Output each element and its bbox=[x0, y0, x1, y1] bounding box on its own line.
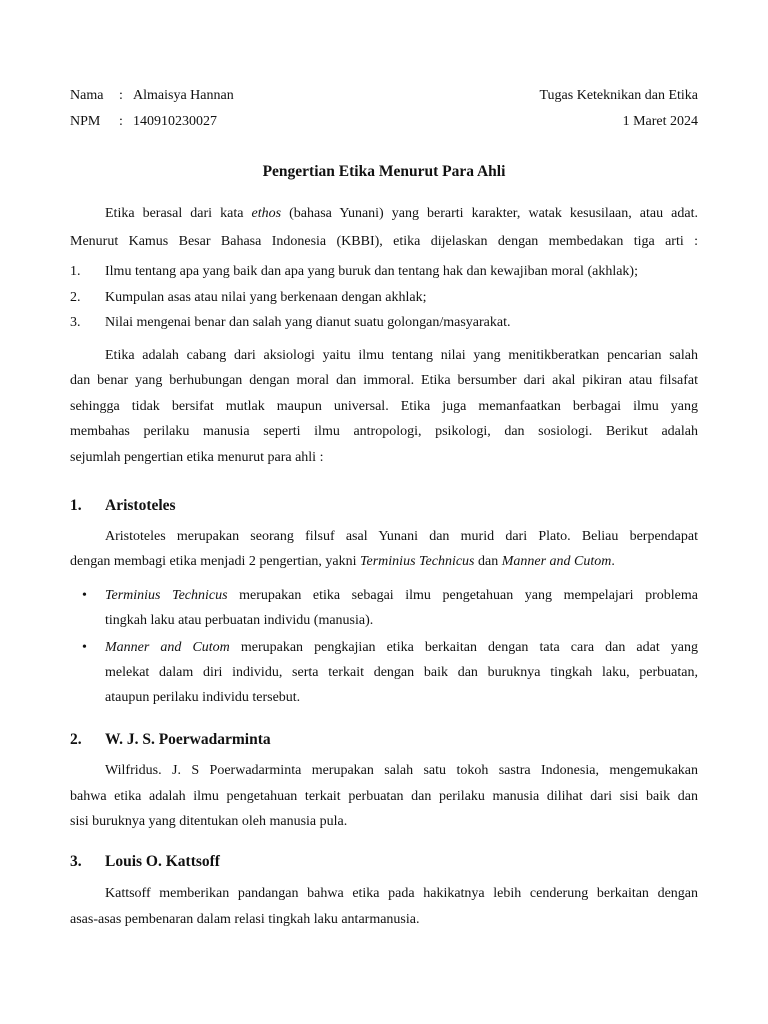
paragraph-line: membahas perilaku manusia seperti ilmu antropologi, psikologi, dan sosiologi. Berikut adalah bbox=[70, 424, 698, 439]
list-item-number: 2. bbox=[70, 290, 81, 305]
bullet-icon: • bbox=[82, 640, 87, 655]
section-heading-kattsoff: Louis O. Kattsoff bbox=[105, 853, 220, 870]
nama-value: Almaisya Hannan bbox=[133, 88, 234, 103]
paragraph-line: sisi buruknya yang ditentukan oleh manusia pula. bbox=[70, 814, 348, 829]
page-title: Pengertian Etika Menurut Para Ahli bbox=[262, 163, 506, 180]
course-name: Tugas Keteknikan dan Etika bbox=[539, 88, 698, 103]
list-item-number: 1. bbox=[70, 264, 81, 279]
paragraph-line: Aristoteles merupakan seorang filsuf asal Yunani dan murid dari Plato. Beliau berpendapat bbox=[105, 529, 698, 544]
bullet-icon: • bbox=[82, 588, 87, 603]
intro-line-1: Etika berasal dari kata ethos (bahasa Yunani) yang berarti karakter, watak kesusilaan, atau adat. bbox=[105, 206, 698, 221]
paragraph-line: Wilfridus. J. S Poerwadarminta merupakan salah satu tokoh sastra Indonesia, mengemukakan bbox=[105, 763, 698, 778]
list-item: Nilai mengenai benar dan salah yang dianut suatu golongan/masyarakat. bbox=[105, 315, 511, 330]
bullet-line: Terminius Technicus merupakan etika sebagai ilmu pengetahuan yang mempelajari problema bbox=[105, 588, 699, 603]
paragraph-line: asas-asas pembenaran dalam relasi tingkah laku antarmanusia. bbox=[70, 912, 420, 927]
list-item: Ilmu tentang apa yang baik dan apa yang buruk dan tentang hak dan kewajiban moral (akhlak); bbox=[105, 264, 638, 279]
nama-separator: : bbox=[119, 88, 123, 103]
paragraph-line: sejumlah pengertian etika menurut para ahli : bbox=[70, 450, 324, 465]
npm-separator: : bbox=[119, 114, 123, 129]
bullet-line: melekat dalam diri individu, serta terkait dengan baik dan buruknya tingkah laku, perbuatan, bbox=[105, 665, 698, 680]
ethos-term: ethos bbox=[251, 206, 282, 221]
section-heading-aristoteles: Aristoteles bbox=[105, 497, 176, 514]
paragraph-line: sehingga tidak bersifat mutlak maupun universal. Etika juga memanfaatkan berbagai ilmu yang bbox=[70, 399, 698, 414]
paragraph-line: bahwa etika adalah ilmu pengetahuan terkait perbuatan dan perilaku manusia dilihat dari sisi baik dan bbox=[70, 789, 698, 804]
document-date: 1 Maret 2024 bbox=[622, 114, 698, 129]
bullet-line: tingkah laku atau perbuatan individu (manusia). bbox=[105, 613, 374, 628]
list-item-number: 3. bbox=[70, 315, 81, 330]
section-heading-poerwadarminta: W. J. S. Poerwadarminta bbox=[105, 731, 271, 748]
nama-label: Nama bbox=[70, 88, 104, 103]
bullet-line: Manner and Cutom merupakan pengkajian etika berkaitan dengan tata cara dan adat yang bbox=[105, 640, 698, 655]
paragraph-line: dengan membagi etika menjadi 2 pengertian, yakni Terminius Technicus dan Manner and Cutom. bbox=[70, 554, 615, 569]
section-number: 2. bbox=[70, 731, 82, 748]
paragraph-line: dan benar yang berhubungan dengan moral dan immoral. Etika bersumber dari akal pikiran atau filsafat bbox=[70, 373, 698, 388]
paragraph-line: Etika adalah cabang dari aksiologi yaitu ilmu tentang nilai yang menitikberatkan pencarian salah bbox=[105, 348, 698, 363]
paragraph-line: Kattsoff memberikan pandangan bahwa etika pada hakikatnya lebih cenderung berkaitan dengan bbox=[105, 886, 698, 901]
section-number: 1. bbox=[70, 497, 82, 514]
npm-value: 140910230027 bbox=[133, 114, 217, 129]
intro-line-2: Menurut Kamus Besar Bahasa Indonesia (KBBI), etika dijelaskan dengan membedakan tiga arti : bbox=[70, 234, 698, 249]
bullet-line: ataupun perilaku individu tersebut. bbox=[105, 690, 301, 705]
npm-label: NPM bbox=[70, 114, 101, 129]
section-number: 3. bbox=[70, 853, 82, 870]
list-item: Kumpulan asas atau nilai yang berkenaan dengan akhlak; bbox=[105, 290, 427, 305]
